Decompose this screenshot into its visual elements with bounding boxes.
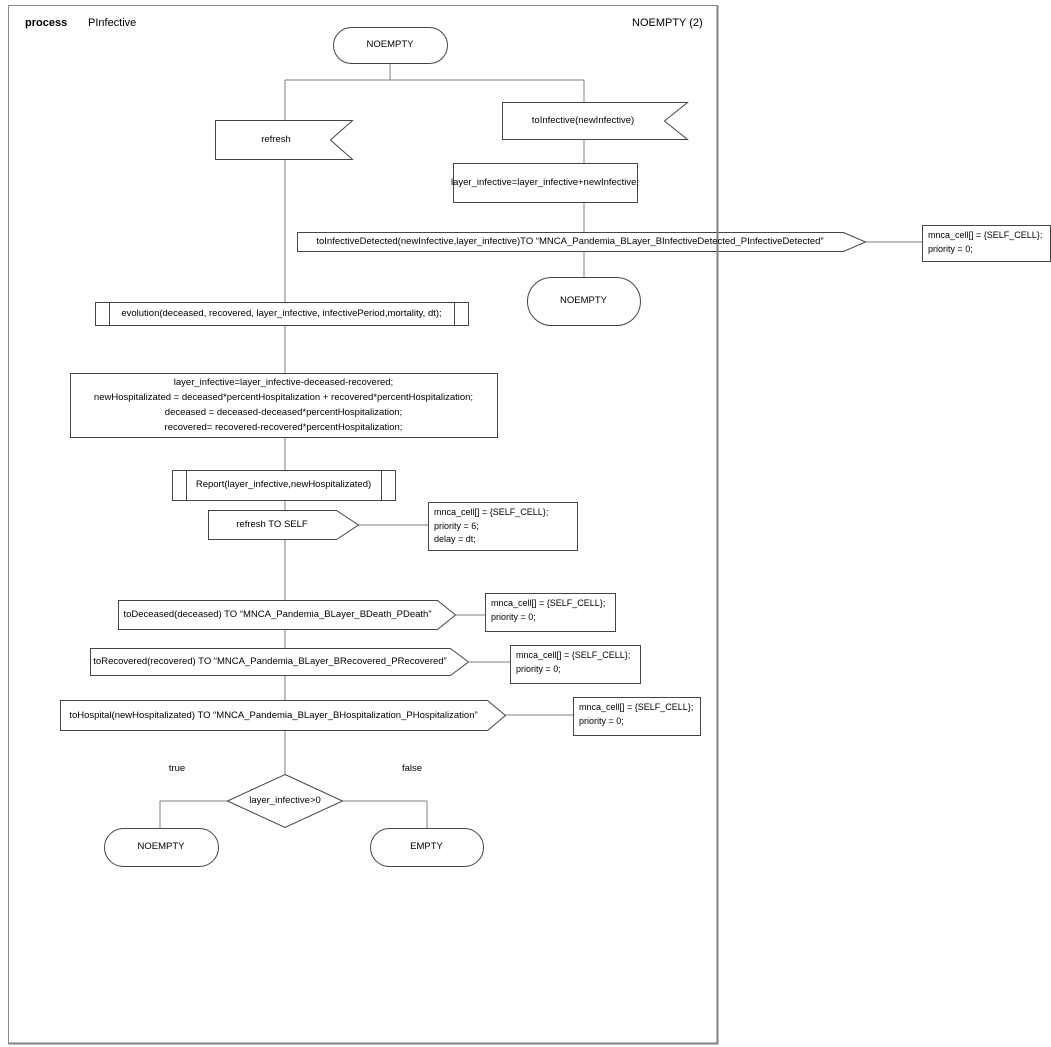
send-hospital-label: toHospital(newHospitalizated) TO “MNCA_Pandemia_BLayer_BHospitalization_PHospitalization” — [69, 709, 478, 721]
assign-block-line1: layer_infective=layer_infective-deceased-recovered; — [173, 377, 394, 388]
note-line: mnca_cell[] = {SELF_CELL}; — [928, 230, 1043, 240]
note-line: delay = dt; — [434, 534, 476, 544]
header-process-name: PInfective — [88, 17, 137, 29]
header-state-label: NOEMPTY (2) — [632, 17, 703, 29]
process-evolution-label: evolution(deceased, recovered, layer_infective, infectivePeriod,mortality, dt); — [121, 307, 442, 319]
state-empty-end-label: EMPTY — [410, 841, 443, 852]
note-line: priority = 0; — [579, 715, 624, 726]
process-report-label: Report(layer_infective,newHospitalizated) — [195, 479, 372, 490]
send-infective-detected-label: toInfectiveDetected(newInfective,layer_infective)TO “MNCA_Pandemia_BLayer_BInfectiveDetected_PInfectiveDetected” — [316, 236, 824, 247]
note-line: priority = 0; — [516, 663, 561, 674]
send-refresh-self-label: refresh TO SELF — [236, 519, 308, 530]
send-deceased-label: toDeceased(deceased) TO “MNCA_Pandemia_BLayer_BDeath_PDeath” — [123, 609, 432, 620]
assign-block-line2: newHospitalizated = deceased*percentHospitalization + recovered*percentHospitalization; — [93, 392, 474, 403]
note-line: priority = 0; — [491, 611, 536, 622]
assign-block-line3: deceased = deceased-deceased*percentHospitalization; — [164, 407, 403, 418]
state-noempty-end-label: NOEMPTY — [137, 841, 185, 852]
note-line: priority = 6; — [434, 520, 479, 531]
header-kind-label: process — [25, 17, 68, 29]
note-line: priority = 0; — [928, 243, 973, 254]
branch-true-label: true — [168, 763, 186, 774]
receive-refresh-label: refresh — [261, 134, 291, 145]
assign-block-line4: recovered= recovered-recovered*percentHospitalization; — [164, 422, 403, 433]
note-line: mnca_cell[] = {SELF_CELL}; — [491, 598, 606, 608]
note-recovered — [510, 645, 646, 687]
assign-infective-label: layer_infective=layer_infective+newInfective; — [451, 176, 639, 188]
note-infective-detected — [922, 225, 1051, 265]
note-line: mnca_cell[] = {SELF_CELL}; — [434, 507, 549, 517]
branch-false-label: false — [401, 763, 423, 774]
note-hospital — [573, 697, 706, 739]
note-line: mnca_cell[] = {SELF_CELL}; — [516, 650, 631, 660]
decision-label: layer_infective>0 — [249, 795, 321, 806]
note-line: mnca_cell[] = {SELF_CELL}; — [579, 702, 694, 712]
note-deceased — [485, 593, 621, 635]
note-refresh-self — [428, 502, 583, 554]
receive-toinfective-label: toInfective(newInfective) — [531, 115, 635, 126]
assign-block-text — [70, 373, 497, 437]
state-noempty-mid-label: NOEMPTY — [560, 295, 607, 306]
state-noempty-start-label: NOEMPTY — [366, 39, 414, 50]
send-recovered-label: toRecovered(recovered) TO “MNCA_Pandemia_BLayer_BRecovered_PRecovered” — [93, 656, 447, 667]
